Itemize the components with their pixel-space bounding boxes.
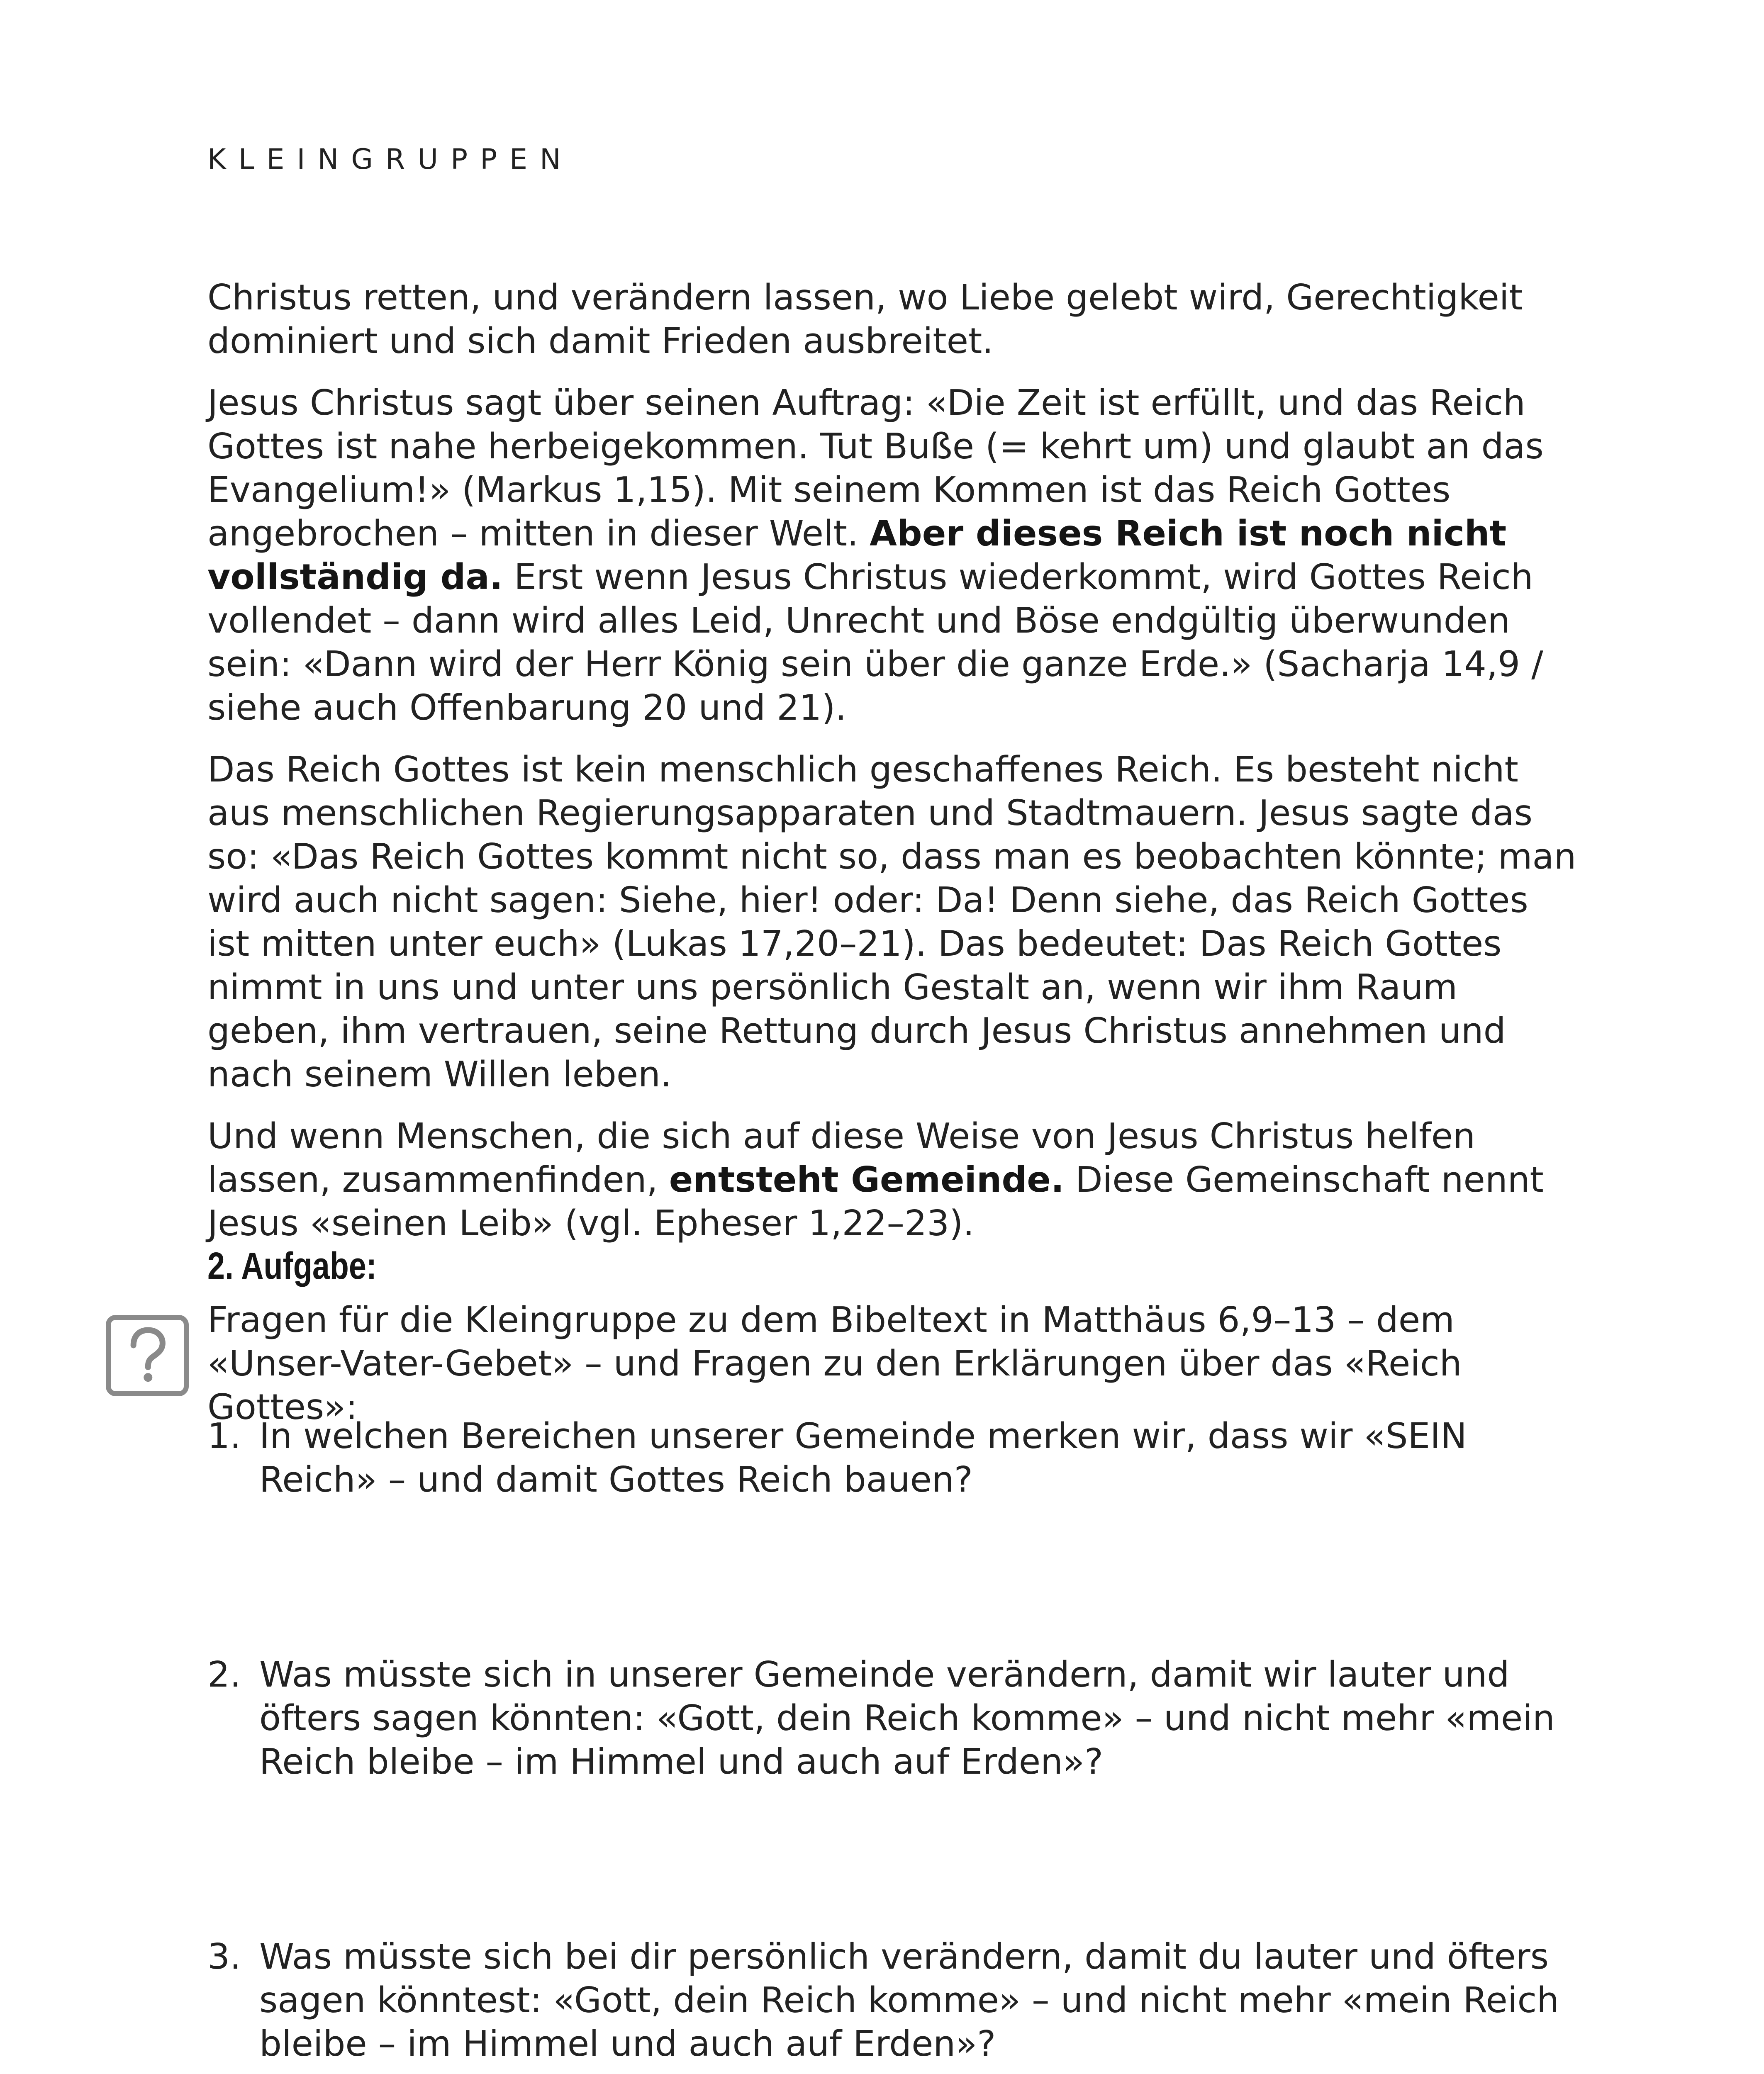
- list-item: [207, 1653, 1579, 1784]
- task-intro-text: Fragen für die Kleingruppe zu dem Bibeltext in Matthäus 6,9–13 – dem «Unser-Vater-Gebet» – und Fragen zu den Erklärungen über das «Reich Gottes»:: [207, 1300, 1462, 1428]
- running-head: KLEINGRUPPEN: [207, 143, 573, 176]
- paragraph-3: Das Reich Gottes ist kein menschlich geschaffenes Reich. Es besteht nicht aus menschlichen Regierungsapparaten und Stadtmauern. Jesus sagte das so: «Das Reich Gottes kommt nicht so, dass man es beobachten könnte; man wird auch nicht sagen: Siehe, hier! oder: Da! Denn siehe, das Reich Gottes ist mitten unter euch» (Lukas 17,20–21). Das bedeutet: Das Reich Gottes nimmt in uns und unter uns persönlich Gestalt an, wenn wir ihm Raum geben, ihm vertrauen, seine Rettung durch Jesus Christus annehmen und nach seinem Willen leben.: [207, 749, 1576, 1095]
- paragraph-4-emphasis: entsteht Gemeinde.: [669, 1159, 1065, 1200]
- list-item: [207, 1935, 1579, 2066]
- question-number: 2.: [207, 1654, 241, 1695]
- paragraph-4-text-b: Diese Gemeinschaft nennt Jesus «seinen Leib» (vgl. Epheser 1,22–23).: [207, 1159, 1544, 1244]
- question-text: In welchen Bereichen unserer Gemeinde merken wir, dass wir «SEIN Reich» – und damit Gottes Reich bauen?: [259, 1416, 1467, 1500]
- paragraph-2-emphasis: Aber dieses Reich ist noch nicht vollständig da.: [207, 513, 1507, 598]
- intro-section: [207, 276, 1579, 1263]
- question-mark-icon: [106, 1315, 189, 1396]
- question-1: [207, 1414, 1579, 1502]
- list-item: [207, 1414, 1579, 1502]
- paragraph-4: [207, 1115, 1579, 1245]
- paragraph-1: Christus retten, und verändern lassen, wo Liebe gelebt wird, Gerechtigkeit dominiert und sich damit Frieden ausbreitet.: [207, 277, 1523, 362]
- question-3: [207, 1935, 1579, 2066]
- paragraph-4-text-a: Und wenn Menschen, die sich auf diese Weise von Jesus Christus helfen lassen, zusammenfinden,: [207, 1116, 1476, 1200]
- task-heading: 2. Aufgabe:: [207, 1245, 377, 1287]
- question-2: [207, 1653, 1579, 1784]
- question-number: 1.: [207, 1416, 241, 1457]
- question-text: Was müsste sich in unserer Gemeinde verändern, damit wir lauter und öfters sagen könnten: «Gott, dein Reich komme» – und nicht mehr «mein Reich bleibe – im Himmel und auch auf Erden»?: [259, 1654, 1555, 1782]
- paragraph-2: [207, 381, 1579, 730]
- question-text: Was müsste sich bei dir persönlich verändern, damit du lauter und öfters sagen könntest: «Gott, dein Reich komme» – und nicht mehr «mein Reich bleibe – im Himmel und auch auf Erden»?: [259, 1936, 1559, 2064]
- paragraph-2-text-b: Erst wenn Jesus Christus wiederkommt, wird Gottes Reich vollendet – dann wird alles Leid, Unrecht und Böse endgültig überwunden sein: «Dann wird der Herr König sein über die ganze Erde.» (Sacharja 14,9 / siehe auch Offenbarung 20 und 21).: [207, 557, 1543, 728]
- question-number: 3.: [207, 1936, 241, 1977]
- paragraph-2-text-a: Jesus Christus sagt über seinen Auftrag: «Die Zeit ist erfüllt, und das Reich Gottes ist nahe herbeigekommen. Tut Buße (= kehrt um) und glaubt an das Evangelium!» (Markus 1,15). Mit seinem Kommen ist das Reich Gottes angebrochen – mitten in dieser Welt.: [207, 382, 1544, 554]
